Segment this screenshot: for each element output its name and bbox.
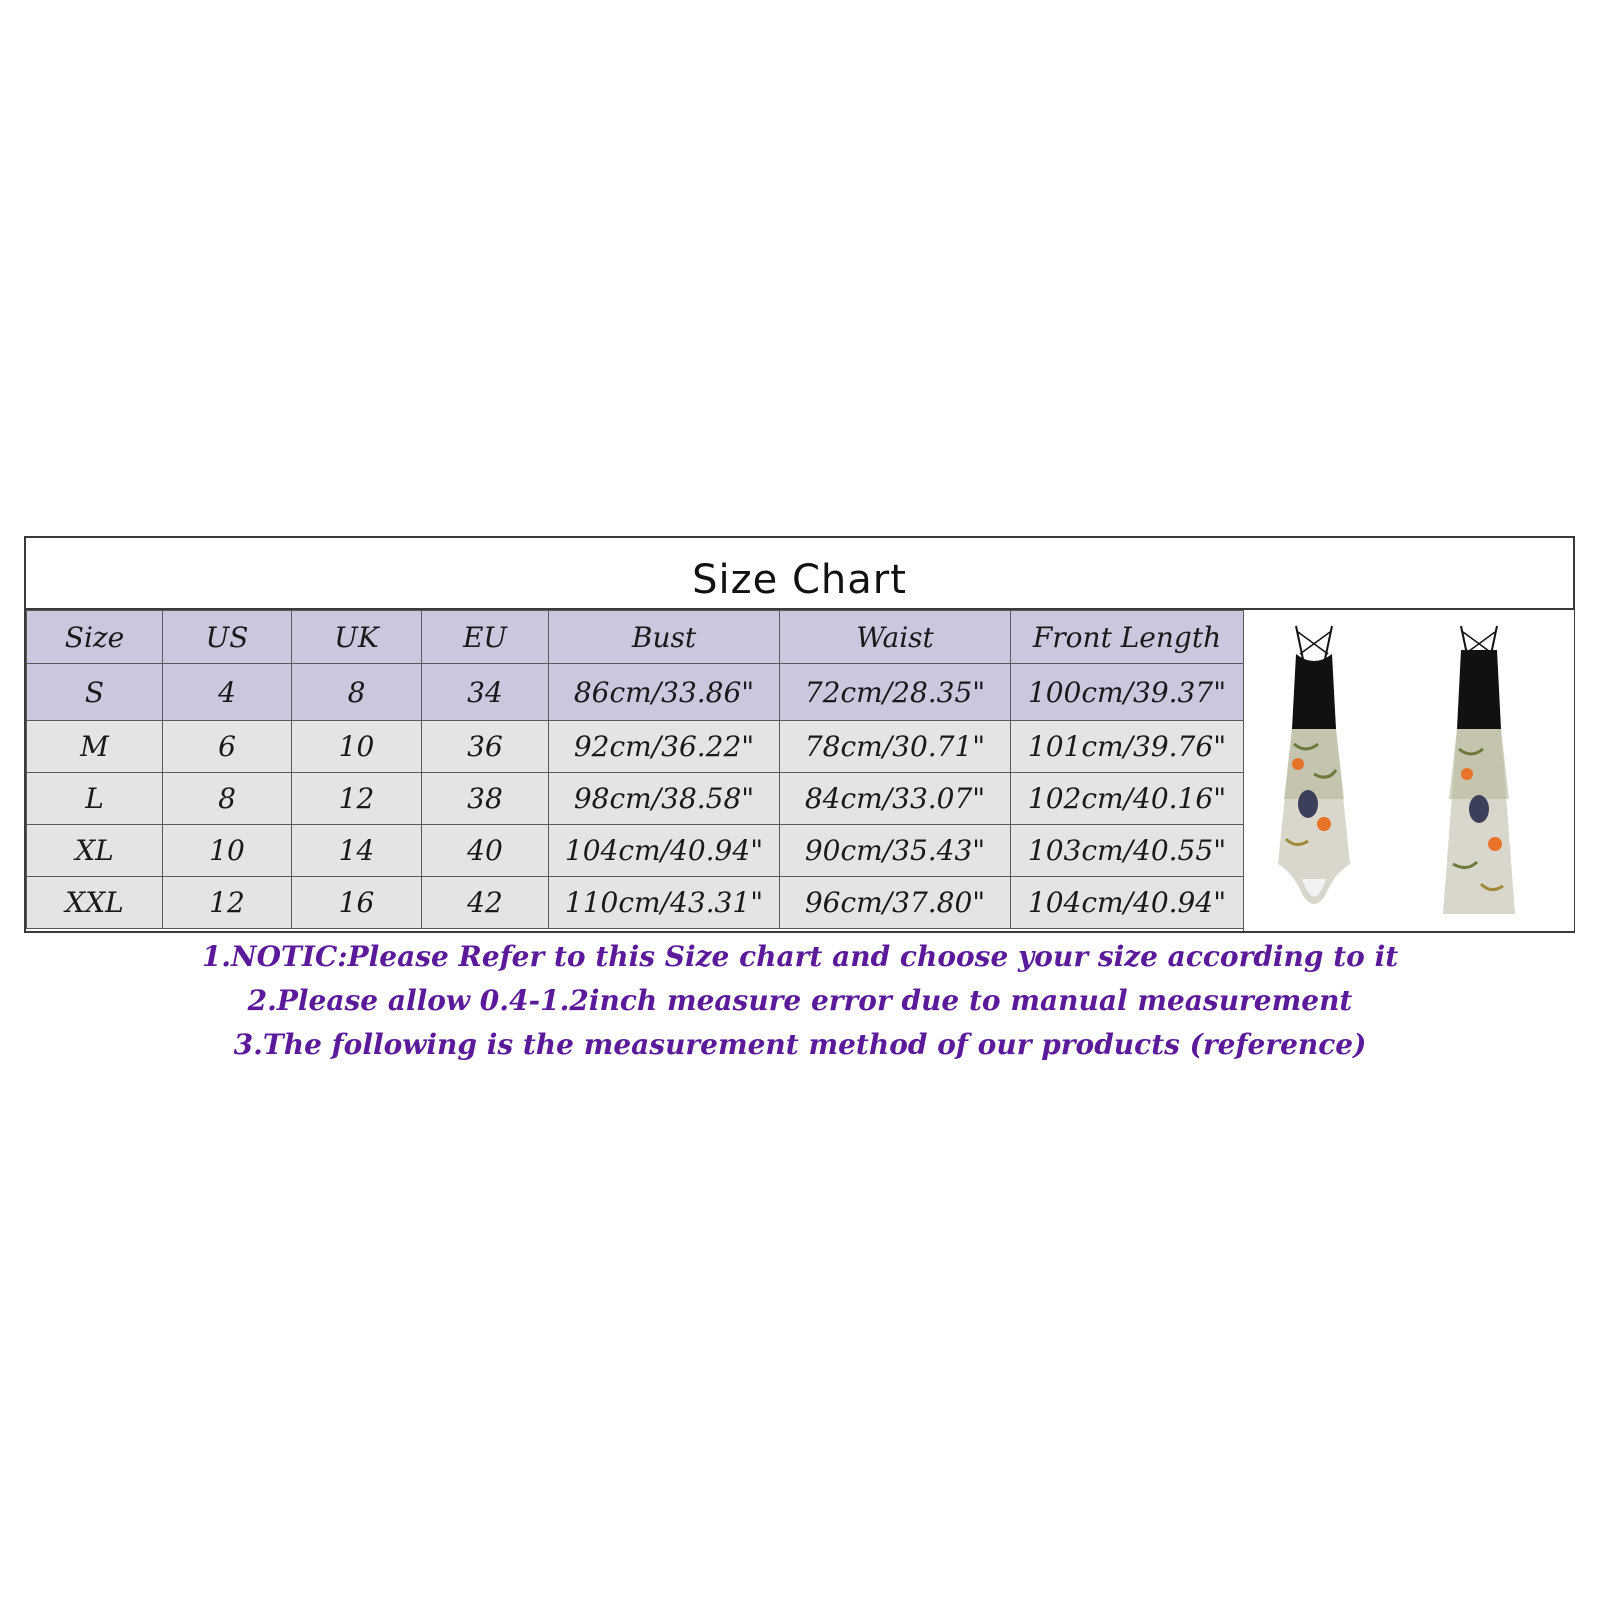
cell-front-length: 102cm/40.16" — [1011, 773, 1244, 825]
cell-size: XL — [27, 825, 163, 877]
header-uk: UK — [292, 611, 422, 664]
cell-us: 4 — [163, 664, 292, 721]
size-chart — [24, 536, 1575, 933]
cell-uk: 14 — [292, 825, 422, 877]
cell-eu: 38 — [422, 773, 549, 825]
cell-bust: 110cm/43.31" — [549, 877, 780, 929]
cell-eu: 34 — [422, 664, 549, 721]
cell-waist: 84cm/33.07" — [780, 773, 1011, 825]
size-table — [26, 610, 1244, 929]
header-bust: Bust — [549, 611, 780, 664]
cell-us: 10 — [163, 825, 292, 877]
cell-bust: 92cm/36.22" — [549, 721, 780, 773]
cell-eu: 42 — [422, 877, 549, 929]
note-1: 1.NOTIC:Please Refer to this Size chart and choose your size according to it — [201, 940, 1399, 973]
cell-size: S — [27, 664, 163, 721]
cell-front-length: 104cm/40.94" — [1011, 877, 1244, 929]
dress-back-image — [1439, 624, 1519, 924]
cell-us: 6 — [163, 721, 292, 773]
header-front-length: Front Length — [1011, 611, 1244, 664]
table-row — [27, 721, 1244, 773]
header-size: Size — [27, 611, 163, 664]
header-waist: Waist — [780, 611, 1011, 664]
cell-waist: 78cm/30.71" — [780, 721, 1011, 773]
cell-eu: 36 — [422, 721, 549, 773]
cell-us: 8 — [163, 773, 292, 825]
note-3: 3.The following is the measurement method of our products (reference) — [233, 1028, 1367, 1061]
cell-uk: 10 — [292, 721, 422, 773]
cell-bust: 104cm/40.94" — [549, 825, 780, 877]
cell-bust: 98cm/38.58" — [549, 773, 780, 825]
cell-uk: 12 — [292, 773, 422, 825]
cell-front-length: 100cm/39.37" — [1011, 664, 1244, 721]
table-row — [27, 825, 1244, 877]
cell-size: XXL — [27, 877, 163, 929]
cell-size: M — [27, 721, 163, 773]
chart-title: Size Chart — [692, 557, 907, 603]
cell-us: 12 — [163, 877, 292, 929]
cell-front-length: 101cm/39.76" — [1011, 721, 1244, 773]
cell-waist: 96cm/37.80" — [780, 877, 1011, 929]
header-eu: EU — [422, 611, 549, 664]
dress-front-image — [1274, 624, 1354, 924]
cell-size: L — [27, 773, 163, 825]
table-row — [27, 664, 1244, 721]
cell-eu: 40 — [422, 825, 549, 877]
table-row — [27, 877, 1244, 929]
note-2: 2.Please allow 0.4-1.2inch measure error due to manual measurement — [247, 984, 1353, 1017]
product-photo-area — [1243, 610, 1574, 931]
table-header-row — [27, 611, 1244, 664]
cell-waist: 90cm/35.43" — [780, 825, 1011, 877]
title-row — [26, 538, 1573, 610]
cell-waist: 72cm/28.35" — [780, 664, 1011, 721]
cell-bust: 86cm/33.86" — [549, 664, 780, 721]
cell-uk: 8 — [292, 664, 422, 721]
cell-uk: 16 — [292, 877, 422, 929]
cell-front-length: 103cm/40.55" — [1011, 825, 1244, 877]
header-us: US — [163, 611, 292, 664]
table-row — [27, 773, 1244, 825]
notes — [0, 935, 1600, 1067]
